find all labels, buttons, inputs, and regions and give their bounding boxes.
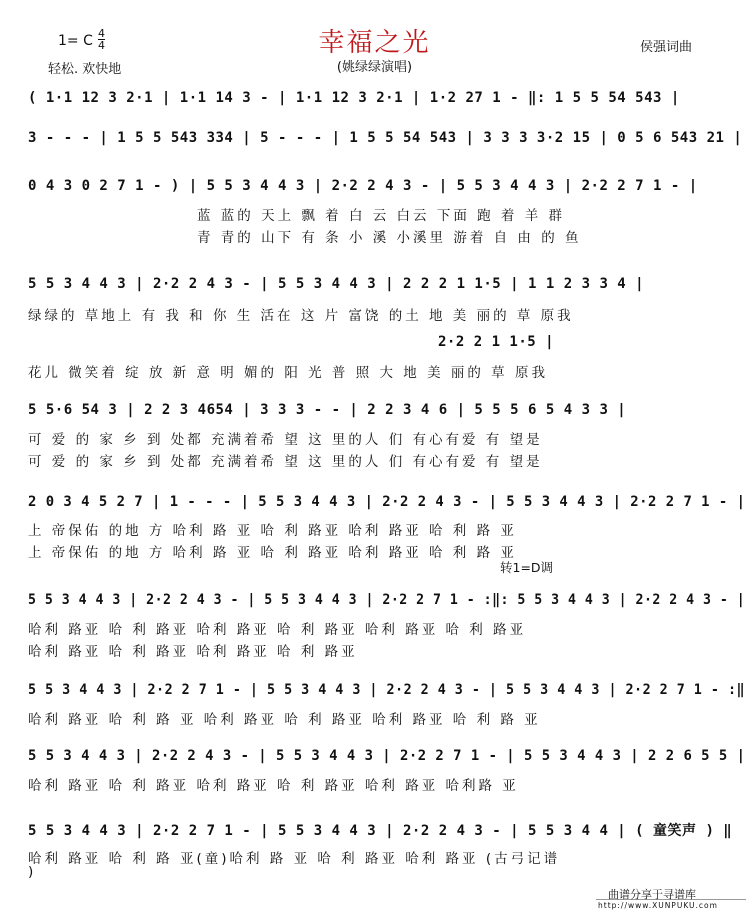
lyric-line: 蓝 蓝的 天上 飘 着 白 云 白云 下面 跑 着 羊 群: [197, 208, 565, 224]
composer-credit: 侯强词曲: [640, 40, 693, 55]
time-signature-bottom: 4: [98, 39, 105, 52]
lyric-line: ): [28, 864, 37, 880]
notation-line: 5 5 3 4 4 3 | 2·2 2 4 3 - | 5 5 3 4 4 3 | 2 2 2 1 1·5 | 1 1 2 3 3 4 |: [28, 276, 645, 292]
lyric-line: 哈利 路亚 哈 利 路 亚 哈利 路亚 哈 利 路亚 哈利 路亚 哈 利 路 亚: [28, 712, 541, 728]
lyric-line: 哈利 路亚 哈 利 路亚 哈利 路亚 哈 利 路亚 哈利 路亚 哈 利 路亚: [28, 622, 527, 638]
time-signature: [98, 28, 105, 51]
lyric-line: 花儿 微笑着 绽 放 新 意 明 媚的 阳 光 普 照 大 地 美 丽的 草 原我: [28, 365, 548, 381]
notation-line: 5 5 3 4 4 3 | 2·2 2 4 3 - | 5 5 3 4 4 3 | 2·2 2 7 1 - | 5 5 3 4 4 3 | 2 2 6 5 5 |: [28, 748, 746, 764]
tempo-marking: 轻松. 欢快地: [48, 62, 122, 77]
notation-line: 5 5·6 54 3 | 2 2 3 4654 | 3 3 3 - - | 2 2 3 4 6 | 5 5 5 6 5 4 3 3 |: [28, 402, 627, 418]
notation-line: 2 0 3 4 5 2 7 | 1 - - - | 5 5 3 4 4 3 | 2·2 2 4 3 - | 5 5 3 4 4 3 | 2·2 2 7 1 - |: [28, 494, 746, 510]
notation-line: 5 5 3 4 4 3 | 2·2 2 4 3 - | 5 5 3 4 4 3 | 2·2 2 7 1 - :‖: 5 5 3 4 4 3 | 2·2 2 4 3 - |: [28, 592, 746, 608]
time-signature-top: 4: [98, 27, 105, 40]
key-change-note: 转1=D调: [500, 560, 554, 575]
footer-url: http://www.XUNPUKU.com: [598, 901, 718, 910]
lyric-line: 哈利 路亚 哈 利 路亚 哈利 路亚 哈 利 路亚: [28, 644, 358, 660]
notation-line: 5 5 3 4 4 3 | 2·2 2 7 1 - | 5 5 3 4 4 3 | 2·2 2 4 3 - | 5 5 3 4 4 | ( 童笑声 ) ‖: [28, 823, 733, 839]
lyric-line: 哈利 路亚 哈 利 路亚 哈利 路亚 哈 利 路亚 哈利 路亚 哈利路 亚: [28, 778, 519, 794]
lyric-line: 上 帝保佑 的地 方 哈利 路 亚 哈 利 路亚 哈利 路亚 哈 利 路 亚: [28, 523, 517, 539]
key-signature: 1= C: [58, 33, 93, 49]
lyric-line: 可 爱 的 家 乡 到 处都 充满着希 望 这 里的人 们 有心有爱 有 望是: [28, 432, 543, 448]
notation-line: 0 4 3 0 2 7 1 - ) | 5 5 3 4 4 3 | 2·2 2 4 3 - | 5 5 3 4 4 3 | 2·2 2 7 1 - |: [28, 178, 698, 194]
lyric-line: 上 帝保佑 的地 方 哈利 路 亚 哈 利 路亚 哈利 路亚 哈 利 路 亚: [28, 545, 517, 561]
notation-line: 3 - - - | 1 5 5 543 334 | 5 - - - | 1 5 5 54 543 | 3 3 3 3·2 15 | 0 5 6 543 21 |: [28, 130, 743, 146]
notation-line: ( 1·1 12 3 2·1 | 1·1 14 3 - | 1·1 12 3 2·1 | 1·2 27 1 - ‖: 1 5 5 54 543 |: [28, 90, 680, 106]
song-title: 幸福之光: [318, 28, 431, 58]
notation-line: 5 5 3 4 4 3 | 2·2 2 7 1 - | 5 5 3 4 4 3 | 2·2 2 4 3 - | 5 5 3 4 4 3 | 2·2 2 7 1 - :‖: [28, 682, 746, 698]
lyric-line: 青 青的 山下 有 条 小 溪 小溪里 游着 自 由 的 鱼: [197, 230, 582, 246]
footer-source: 曲谱分享于寻谱库: [608, 888, 696, 901]
singer-credit: (姚绿绿演唱): [336, 60, 413, 75]
lyric-line: 绿绿的 草地上 有 我 和 你 生 活在 这 片 富饶 的土 地 美 丽的 草 原我: [28, 308, 574, 324]
notation-line: 2·2 2 1 1·5 |: [438, 334, 555, 350]
lyric-line: 哈利 路亚 哈 利 路 亚(童)哈利 路 亚 哈 利 路亚 哈利 路亚 (古弓记谱: [28, 851, 561, 867]
lyric-line: 可 爱 的 家 乡 到 处都 充满着希 望 这 里的人 们 有心有爱 有 望是: [28, 454, 543, 470]
